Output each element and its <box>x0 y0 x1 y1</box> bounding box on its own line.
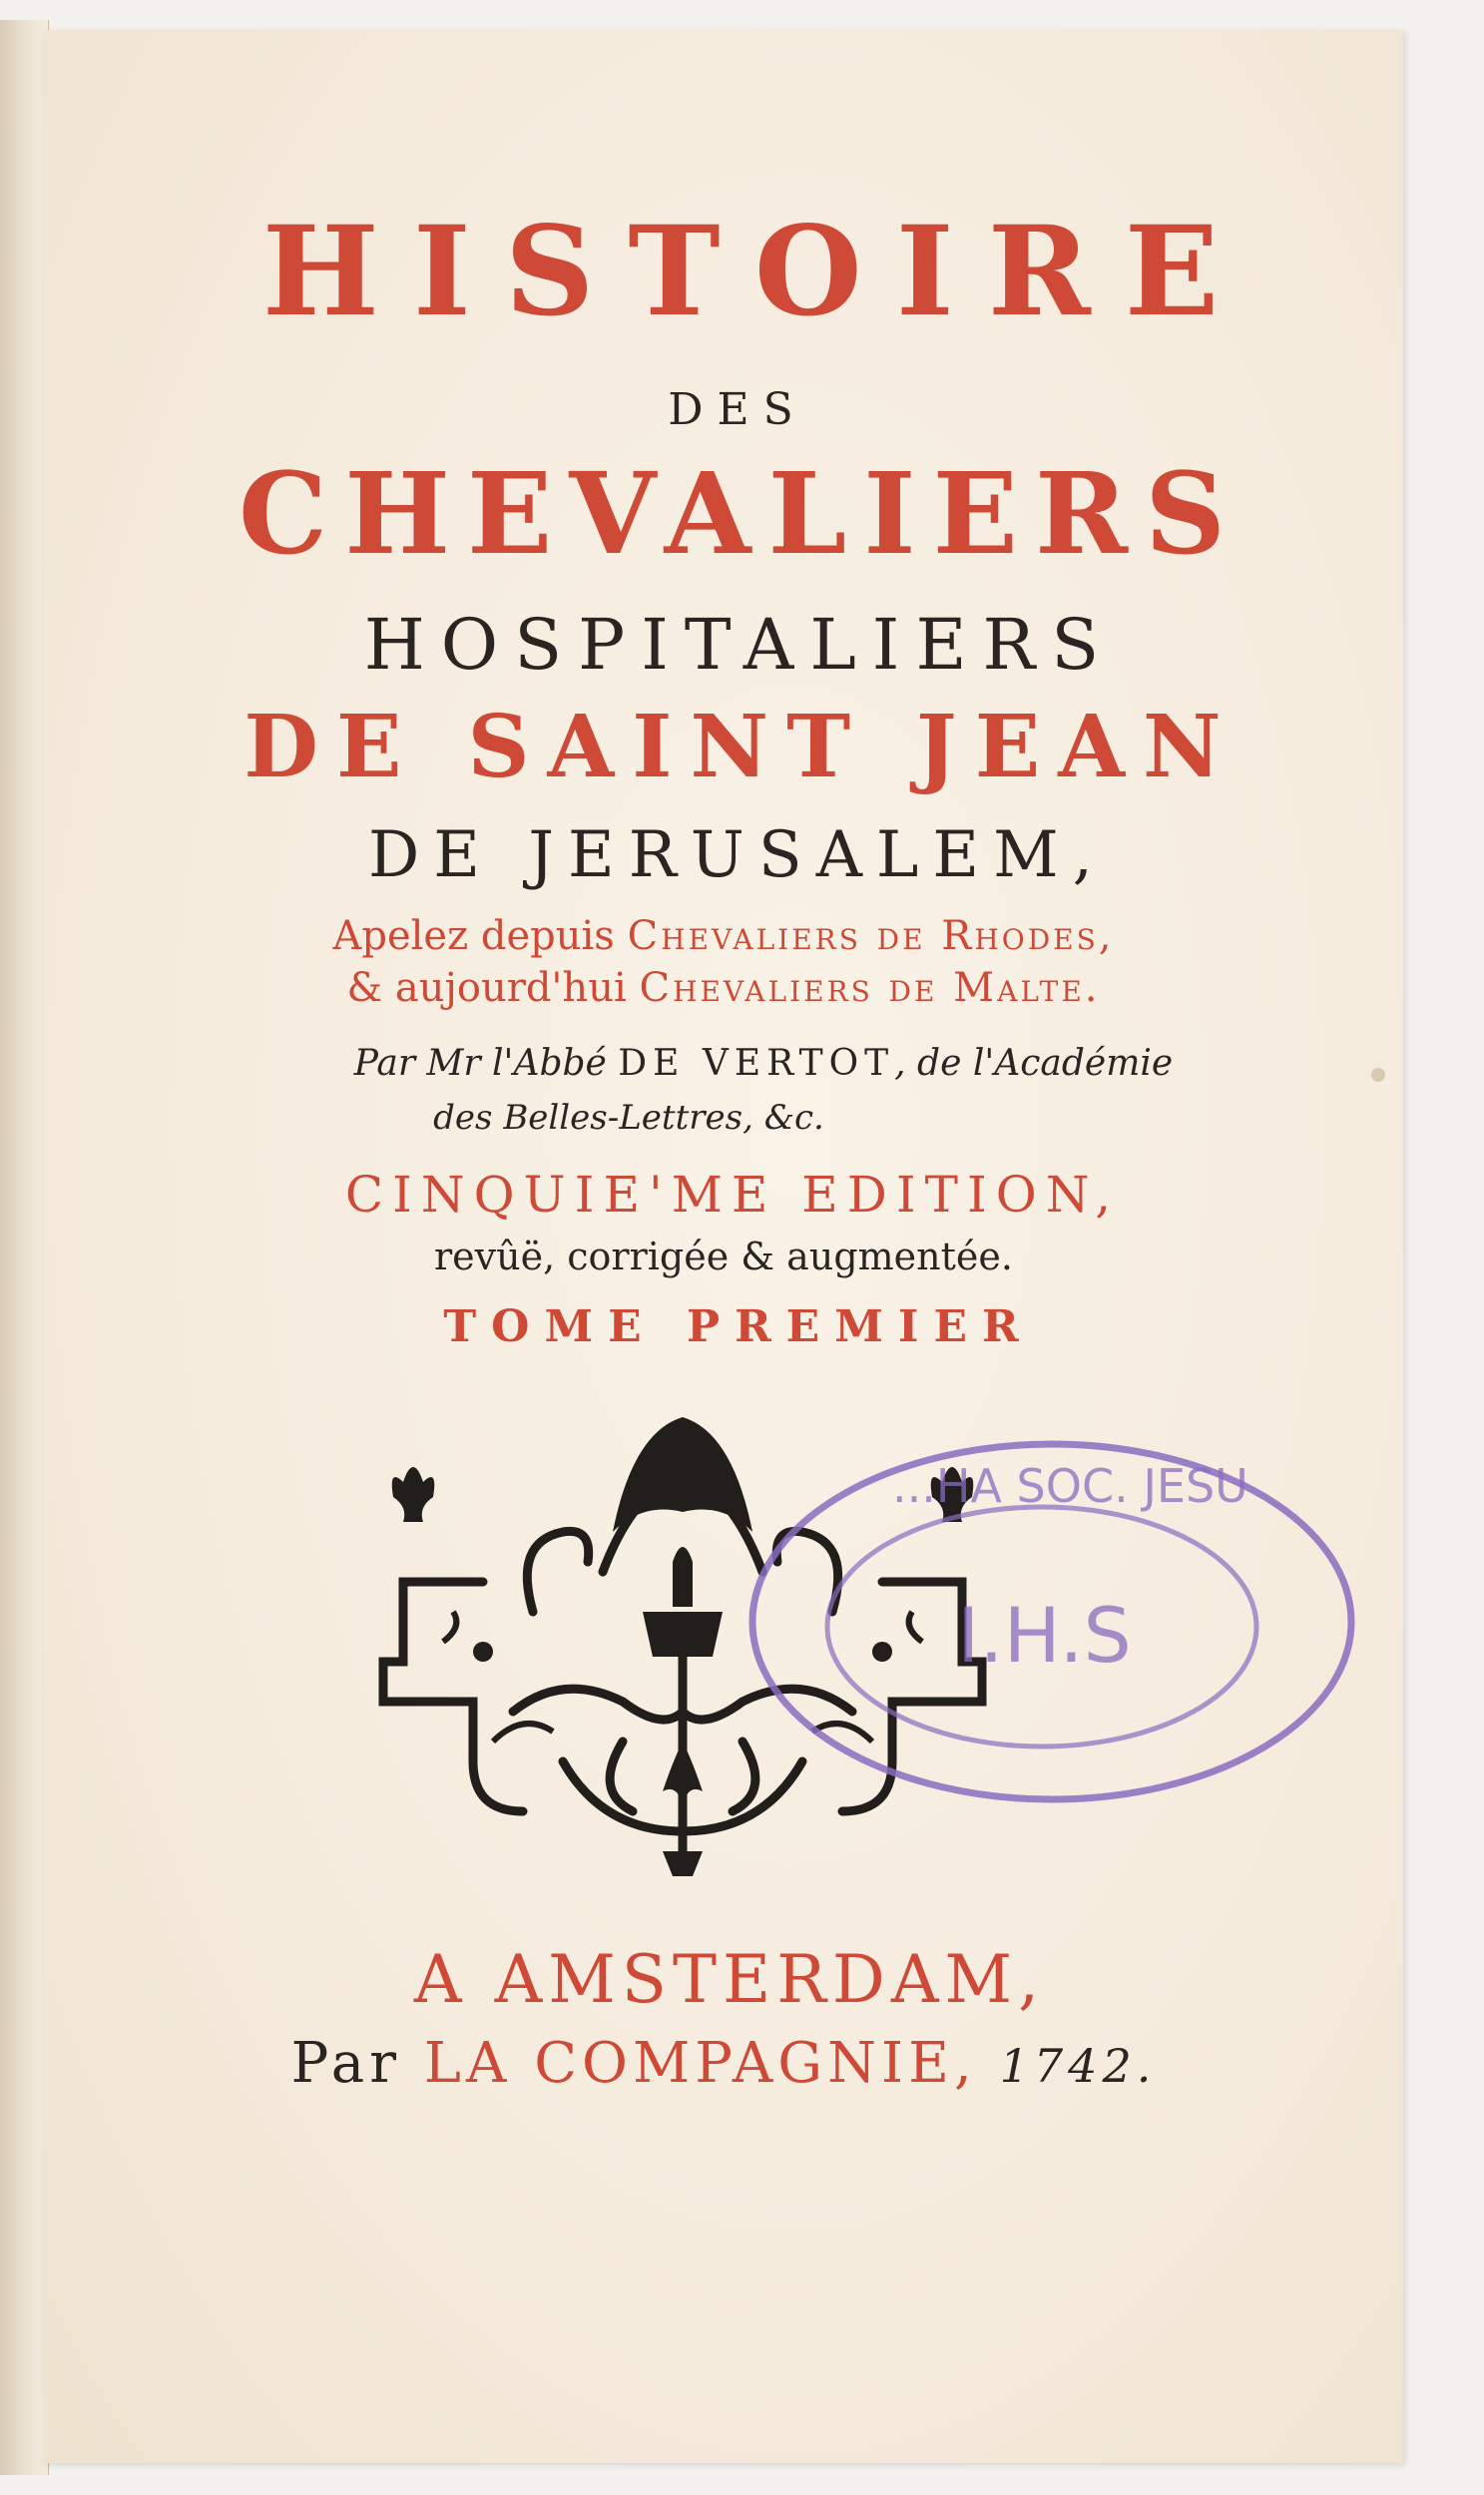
title-chevaliers: CHEVALIERS <box>239 449 1242 580</box>
edition: CINQUIE'ME EDITION, <box>344 1166 1121 1224</box>
stamp-top-text: ...HA SOC. JESU <box>892 1459 1248 1513</box>
imprint-par: Par <box>290 2031 401 2096</box>
library-stamp <box>742 1432 1361 1811</box>
title-saint-jean: DE SAINT JEAN <box>244 697 1239 797</box>
paper-spot <box>1371 1068 1385 1082</box>
book-title: HISTOIRE <box>261 200 1253 344</box>
subtitle-rhodes-prefix: Apelez depuis <box>332 913 615 959</box>
title-hospitaliers: HOSPITALIERS <box>363 604 1116 686</box>
title-jerusalem: DE JERUSALEM, <box>367 818 1108 892</box>
author-par: Par Mr l'Abbé <box>353 1043 607 1084</box>
subtitle-malte <box>44 965 1403 1011</box>
subtitle-rhodes-caps: Chevaliers de Rhodes, <box>627 913 1115 959</box>
author-name: DE VERTOT <box>618 1043 895 1084</box>
imprint-publisher <box>44 2031 1403 2096</box>
title-des: DES <box>668 384 807 435</box>
subtitle-malte-caps: Chevaliers de Malte. <box>639 965 1101 1011</box>
subtitle-rhodes <box>44 913 1403 959</box>
subtitle-malte-prefix: & aujourd'hui <box>346 965 627 1011</box>
imprint-compagnie: LA COMPAGNIE, <box>423 2031 977 2096</box>
author-line <box>84 1043 1443 1084</box>
stamp-center-text: I.H.S <box>957 1591 1132 1680</box>
title-page <box>44 30 1403 2463</box>
book-spine-edge <box>0 20 49 2475</box>
edition-note: revûë, corrigée & augmentée. <box>434 1235 1013 1278</box>
author-belles-lettres: des Belles-Lettres, &c. <box>433 1098 824 1138</box>
author-academie: , de l'Académie <box>894 1043 1174 1084</box>
volume: TOME PREMIER <box>443 1301 1034 1352</box>
imprint-year: 1742. <box>999 2039 1157 2093</box>
imprint-place: A AMSTERDAM, <box>413 1941 1046 2018</box>
